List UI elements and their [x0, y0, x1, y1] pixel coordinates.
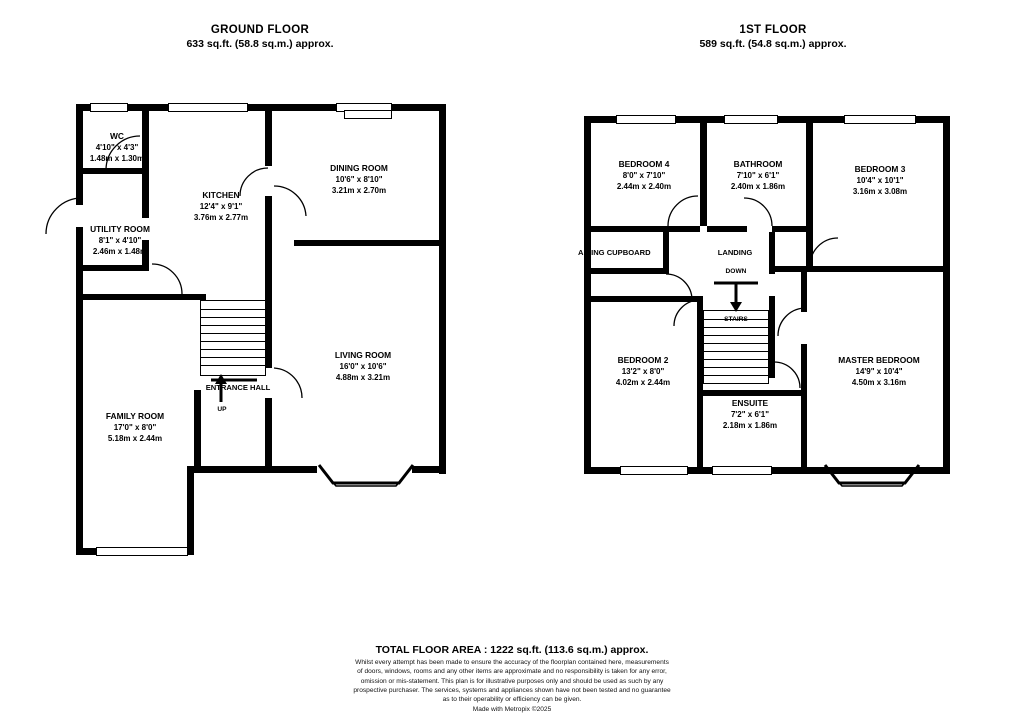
gf-window-bottom-family	[96, 547, 188, 556]
label-landing: LANDING	[717, 248, 753, 257]
room-label-living	[298, 350, 428, 383]
gf-window-top-kitchen	[168, 103, 248, 112]
ground-floor-title: GROUND FLOOR	[210, 24, 310, 36]
room-name-bedroom3: BEDROOM 3	[854, 164, 906, 174]
room-label-kitchen	[156, 190, 286, 223]
gf-door-arc-family	[150, 262, 184, 296]
gf-wall-hall-top	[76, 294, 206, 300]
gf-staircase	[200, 300, 266, 376]
gf-window-top-wc	[90, 103, 128, 112]
ff-stairs-down-arrow	[712, 280, 760, 314]
ff-window-top-bed3	[844, 115, 916, 124]
room-metric-family: 5.18m x 2.44m	[107, 433, 163, 443]
room-metric-master-bedroom: 4.50m x 3.16m	[851, 377, 907, 387]
gf-wall-bottom-mid	[187, 466, 317, 473]
ff-window-bottom-ensuite	[712, 466, 772, 475]
gf-wall-utility-bottom	[83, 265, 149, 271]
room-label-utility	[60, 224, 180, 257]
room-label-bathroom	[700, 159, 816, 192]
room-label-bedroom2	[585, 355, 701, 388]
ff-wall-cupboard-bottom	[591, 268, 669, 274]
room-label-bedroom4	[586, 159, 702, 192]
room-imperial-utility: 8'1" x 4'10"	[98, 235, 142, 245]
room-name-utility: UTILITY ROOM	[90, 224, 150, 234]
disclaimer-line-5: as to their operability or efficiency can be given.	[442, 696, 582, 704]
ff-door-arc-bed4	[666, 194, 700, 228]
room-imperial-kitchen: 12'4" x 9'1"	[199, 201, 243, 211]
ff-wall-ensuite-top	[697, 390, 807, 396]
room-name-master-bedroom: MASTER BEDROOM	[838, 355, 920, 365]
room-label-ensuite	[694, 398, 806, 431]
disclaimer	[0, 658, 1024, 714]
gf-wall-hall-right	[265, 296, 272, 368]
gf-wall-kitchen-right	[265, 104, 272, 166]
total-floor-area: TOTAL FLOOR AREA : 1222 sq.ft. (113.6 sq.m.) approx.	[375, 644, 649, 656]
room-name-family: FAMILY ROOM	[105, 411, 165, 421]
label-down: DOWN	[725, 268, 747, 275]
gf-wall-dining-bottom	[294, 240, 446, 246]
room-imperial-bathroom: 7'10" x 6'1"	[736, 170, 780, 180]
room-label-bedroom3	[822, 164, 938, 197]
room-name-kitchen: KITCHEN	[202, 190, 240, 200]
room-name-wc: WC	[110, 131, 124, 141]
ff-wall-bath-bottom2	[772, 226, 813, 232]
ff-door-arc-bathroom	[742, 196, 774, 228]
room-metric-bedroom4: 2.44m x 2.40m	[616, 181, 672, 191]
ground-floor-area: 633 sq.ft. (58.8 sq.m.) approx.	[186, 38, 334, 50]
gf-wall-utility-right	[142, 168, 149, 218]
room-metric-living: 4.88m x 3.21m	[335, 372, 391, 382]
room-metric-dining: 3.21m x 2.70m	[331, 185, 387, 195]
room-name-bedroom2: BEDROOM 2	[617, 355, 669, 365]
first-floor-area: 589 sq.ft. (54.8 sq.m.) approx.	[699, 38, 847, 50]
gf-wall-left-lower	[76, 225, 83, 555]
ff-door-arc-master	[776, 306, 806, 338]
gf-wall-bottom-right	[412, 466, 446, 473]
room-imperial-family: 17'0" x 8'0"	[113, 422, 157, 432]
disclaimer-line-2: of doors, windows, rooms and any other items are approximate and no responsibility is taken for any error,	[357, 668, 667, 676]
room-imperial-bedroom2: 13'2" x 8'0"	[621, 366, 665, 376]
ff-door-arc-ensuite	[772, 360, 802, 390]
room-label-family	[73, 411, 197, 444]
ff-window-top-bed4	[616, 115, 676, 124]
room-imperial-master-bedroom: 14'9" x 10'4"	[855, 366, 903, 376]
room-imperial-bedroom3: 10'4" x 10'1"	[856, 175, 904, 185]
label-airing-cupboard: AIRING CUPBOARD	[578, 248, 651, 257]
ff-wall-right	[943, 116, 950, 474]
gf-bay-window-living	[316, 462, 416, 488]
room-name-dining: DINING ROOM	[330, 163, 388, 173]
room-name-ensuite: ENSUITE	[731, 398, 769, 408]
room-metric-kitchen: 3.76m x 2.77m	[193, 212, 249, 222]
label-stairs: STAIRS	[724, 316, 748, 323]
ff-bay-window-master	[822, 462, 922, 488]
room-metric-wc: 1.48m x 1.30m	[89, 153, 145, 163]
room-metric-bedroom2: 4.02m x 2.44m	[615, 377, 671, 387]
ff-window-top-bath	[724, 115, 778, 124]
room-label-wc	[68, 131, 166, 164]
room-imperial-living: 16'0" x 10'6"	[339, 361, 387, 371]
room-imperial-bedroom4: 8'0" x 7'10"	[622, 170, 666, 180]
ff-door-arc-bed3	[808, 236, 840, 268]
gf-wall-family-right	[187, 472, 194, 555]
room-imperial-ensuite: 7'2" x 6'1"	[730, 409, 770, 419]
room-name-bathroom: BATHROOM	[733, 159, 783, 169]
made-with-metropix: Made with Metropix ©2025	[472, 705, 552, 713]
room-name-living: LIVING ROOM	[334, 350, 392, 360]
gf-wall-hall-right-lower	[265, 398, 272, 473]
gf-window-dining-right-stub	[344, 110, 392, 119]
disclaimer-line-4: prospective purchaser. The services, systems and appliances shown have not been tested and no guarantee	[353, 687, 671, 695]
ff-window-bottom-bed2	[620, 466, 688, 475]
ff-wall-bath-bottom	[707, 226, 747, 232]
gf-bay-window-svg	[316, 462, 416, 488]
label-entrance-hall: ENTRANCE HALL	[205, 383, 271, 392]
room-metric-bedroom3: 3.16m x 3.08m	[852, 186, 908, 196]
room-imperial-dining: 10'6" x 8'10"	[335, 174, 383, 184]
disclaimer-line-1: Whilst every attempt has been made to ensure the accuracy of the floorplan contained here, measurements	[355, 659, 669, 666]
gf-wall-right	[439, 104, 446, 474]
room-metric-ensuite: 2.18m x 1.86m	[722, 420, 778, 430]
room-name-bedroom4: BEDROOM 4	[618, 159, 670, 169]
room-metric-bathroom: 2.40m x 1.86m	[730, 181, 786, 191]
ff-door-arc-bed2	[672, 298, 702, 328]
room-metric-utility: 2.46m x 1.48m	[92, 246, 148, 256]
first-floor-title: 1ST FLOOR	[739, 24, 807, 36]
gf-label-up: UP	[217, 406, 227, 413]
room-label-dining	[294, 163, 424, 196]
room-imperial-wc: 4'10" x 4'3"	[95, 142, 139, 152]
disclaimer-line-3: omission or mis-statement. This plan is for illustrative purposes only and should be used as such by any	[360, 677, 664, 685]
room-label-master-bedroom	[812, 355, 946, 388]
ff-down-arrow-svg	[712, 280, 760, 314]
ff-bay-window-svg	[822, 462, 922, 488]
